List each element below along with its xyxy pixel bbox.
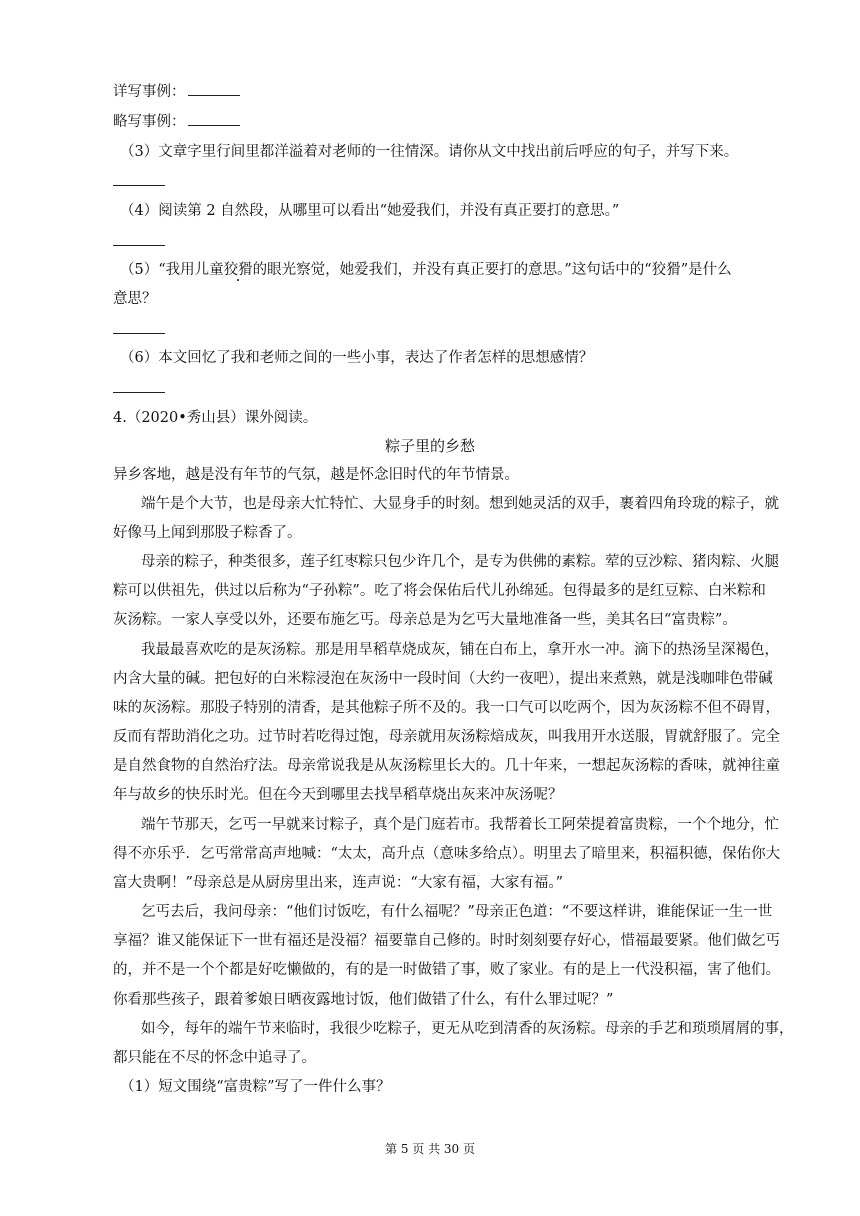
answer-blank[interactable]: [188, 81, 240, 96]
article-line: 味的灰汤粽。那股子特别的清香，是其他粽子所不及的。我一口气可以吃两个，因为灰汤粽不但不碍胃，: [113, 700, 780, 716]
answer-line-5[interactable]: [113, 333, 165, 334]
article-line: 享福？谁又能保证下一世有福还是没福？福要靠自己修的。时时刻刻要存好心，惜福最要紧。他们做乞丐: [113, 933, 780, 949]
brief-example-label: 略写事例：: [113, 114, 186, 130]
question-5-text-b: 的眼光察觉，她爱我们，并没有真正要打的意思。”这句话中的“狡猾”是什么: [252, 262, 732, 278]
article-line: 灰汤粽。一家人享受以外，还要布施乞丐。母亲总是为乞丐大量地准备一些，美其名曰“富贵粽”。: [113, 612, 737, 628]
article-line: 得不亦乐乎．乞丐常常高声地喊：“太太，高升点（意味多给点）。明里去了暗里来，积福积德，保佑你大: [113, 846, 781, 862]
article-line: 内含大量的碱。把包好的白米粽浸泡在灰汤中一段时间（大约一夜吧），提出来煮熟，就是浅咖啡色带碱: [113, 671, 773, 687]
question-4: （4）阅读第 2 自然段，从哪里可以看出“她爱我们，并没有真正要打的意思。”: [120, 203, 620, 219]
detail-example-line: [113, 81, 781, 103]
article-line: 乞丐去后，我问母亲：“他们讨饭吃，有什么福呢？”母亲正色道：“不要这样讲，谁能保证一生一世: [141, 904, 773, 920]
detail-example-label: 详写事例：: [113, 84, 186, 100]
question-5-continued: 意思？: [113, 291, 157, 307]
article-line: 端午节那天，乞丐一早就来讨粽子，真个是门庭若市。我帮着长工阿荣提着富贵粽，一个个地分，忙: [141, 817, 779, 833]
article-line: 粽可以供祖先，供过以后称为“子孙粽”。吃了将会保佑后代儿孙绵延。包得最多的是红豆粽、白米粽和: [113, 583, 766, 599]
article-line: 好像马上闻到那股子粽香了。: [113, 525, 302, 541]
article-line: 反而有帮助消化之功。过节时若吃得过饱，母亲就用灰汤粽焙成灰，叫我用开水送服，胃就舒服了。完全: [113, 729, 780, 745]
question-5: [120, 259, 788, 281]
article-line: 你看那些孩子，跟着爹娘日晒夜露地讨饭，他们做错了什么，有什么罪过呢？”: [113, 992, 614, 1008]
article-line: 的，并不是一个个都是好吃懒做的，有的是一时做错了事，败了家业。有的是上一代没积福，害了他们。: [113, 962, 780, 978]
article-line: 是自然食物的自然治疗法。母亲常说我是从灰汤粽里长大的。几十年来，一想起灰汤粽的香味，就神往童: [113, 758, 780, 774]
article-title: 粽子里的乡愁: [384, 437, 475, 455]
page-footer: 第 5 页 共 30 页: [385, 1142, 475, 1156]
article-line: 如今，每年的端午节来临时，我很少吃粽子，更无从吃到清香的灰汤粽。母亲的手艺和琐琐屑屑的事，: [141, 1021, 794, 1037]
article-line: 母亲的粽子，种类很多，莲子红枣粽只包少许几个，是专为供佛的素粽。荤的豆沙粽、猪肉粽、火腿: [141, 554, 779, 570]
article-line: 都只能在不尽的怀念中追寻了。: [113, 1050, 316, 1066]
article-line: 我最最喜欢吃的是灰汤粽。那是用旱稻草烧成灰，铺在白布上，拿开水一冲。滴下的热汤呈深褐色，: [141, 642, 779, 658]
section-4-header: 4.（2020•秀山县）课外阅读。: [113, 410, 318, 426]
answer-blank[interactable]: [188, 111, 240, 126]
brief-example-line: [113, 111, 781, 133]
question-1: （1）短文围绕“富贵粽”写了一件什么事？: [120, 1079, 391, 1095]
article-line: 端午是个大节，也是母亲大忙特忙、大显身手的时刻。想到她灵活的双手，裹着四角玲珑的粽子，就: [141, 496, 779, 512]
answer-line-3[interactable]: [113, 185, 165, 186]
answer-line-6[interactable]: [113, 392, 165, 393]
article-line: 年与故乡的快乐时光。但在今天到哪里去找旱稻草烧出灰来冲灰汤呢？: [113, 787, 563, 803]
answer-line-4[interactable]: [113, 245, 165, 246]
question-6: （6）本文回忆了我和老师之间的一些小事，表达了作者怎样的思想感情？: [120, 350, 594, 366]
question-3: （3）文章字里行间里都洋溢着对老师的一往情深。请你从文中找出前后呼应的句子，并写下来。: [120, 144, 739, 160]
article-line: 富大贵啊！”母亲总是从厨房里出来，连声说：“大家有福，大家有福。”: [113, 875, 563, 891]
question-5-text-a: （5）“我用儿童: [120, 262, 224, 278]
emphasized-word: 狡猾: [223, 262, 253, 278]
article-line: 异乡客地，越是没有年节的气氛，越是怀念旧时代的年节情景。: [113, 467, 519, 483]
